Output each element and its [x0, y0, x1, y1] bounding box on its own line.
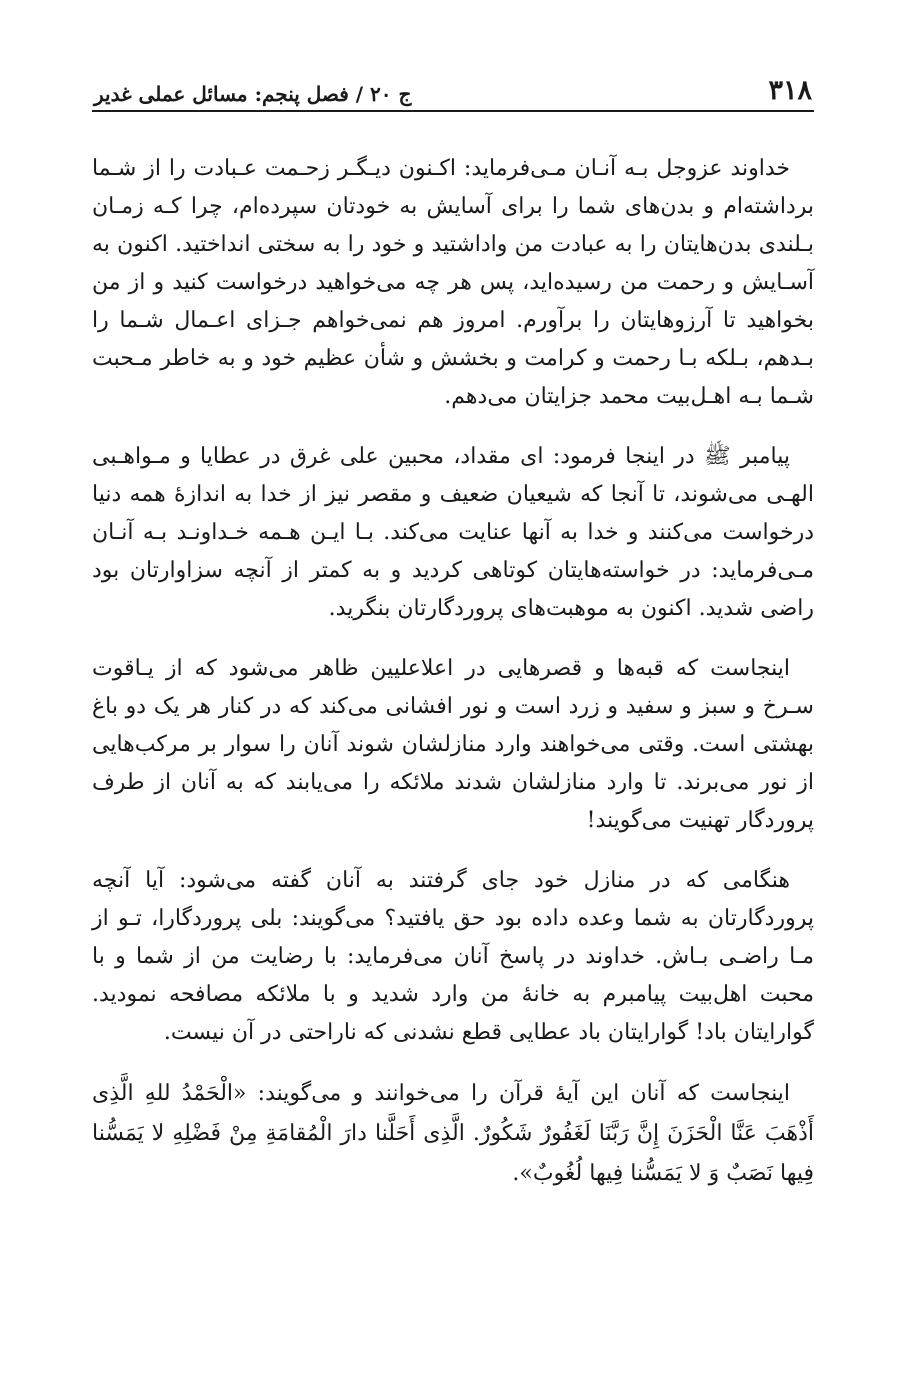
- body-text: [92, 150, 814, 1194]
- paragraph-2: پیامبر ﷺ در اینجا فرمود: ای مقداد، محبین علی غرق در عطایا و مـواهـبی الهـی می‌شوند، تا آنجا که شیعیان ضعیف و مقصر نیز از خدا به اندازۀ همه دنیا درخواست می‌کنند و خدا به آنها عنایت می‌کند. بـا ایـن هـمه خـداونـد بـه آنـان مـی‌فرماید: در خواسته‌هایتان کوتاهی کردید و به کمتر از آنچه سزاوارتان بود راضی شدید. اکنون به موهبت‌های پروردگارتان بنگرید.: [92, 444, 814, 621]
- paragraph-3: اینجاست که قبه‌ها و قصرهایی در اعلاعلیین ظاهر می‌شود که از یـاقوت سـرخ و سبز و سفید و زرد است و نور افشانی می‌کند که در کنار هر یک دو باغ بهشتی است. وقتی می‌خواهند وارد منازلشان شوند آنان را سوار بر مرکب‌هایی از نور می‌برند. تا وارد منازلشان شدند ملائکه را می‌یابند که به آنان از طرف پروردگار تهنیت می‌گویند!: [92, 656, 814, 833]
- running-header: [92, 62, 814, 112]
- page-number: ۳۱۸: [768, 75, 812, 106]
- paragraph-1: خداوند عزوجل بـه آنـان مـی‌فرماید: اکـنون دیـگـر زحـمت عـبادت را از شـما برداشته‌ام و بدن‌های شما را برای آسایش به خودتان سپرده‌ام، چرا کـه زمـان بـلندی بدن‌هایتان را به عبادت من واداشتید و خود را به سختی انداختید. اکنون به آسـایش و رحمت من رسیده‌اید، پس هر چه می‌خواهید درخواست کنید و از من بخواهید تا آرزوهایتان را برآورم. امروز هم نمی‌خواهم جـزای اعـمال شـما را بـدهم، بـلکه بـا رحمت و کرامت و بخشش و شأن عظیم خود و به خاطر مـحبت شـما بـه اهـل‌بیت محمد جزایتان می‌دهم.: [92, 156, 815, 409]
- paragraph-4: هنگامی که در منازل خود جای گرفتند به آنان گفته می‌شود: آیا آنچه پروردگارتان به شما وعده داده بود حق یافتید؟ می‌گویند: بلی پروردگارا، تـو از مـا راضـی بـاش. خداوند در پاسخ آنان می‌فرماید: با رضایت من از شما و با محبت اهل‌بیت پیامبرم به خانۀ من وارد شدید و با ملائکه مصافحه نمودید. گوارایتان باد! گوارایتان باد عطایی قطع نشدنی که ناراحتی در آن نیست.: [92, 868, 814, 1045]
- book-page: [92, 62, 814, 1216]
- paragraph-5-quran-verse: اینجاست که آنان این آیۀ قرآن را می‌خوانند و می‌گویند: «الْحَمْدُ للهِ الَّذِی أَذْهَبَ عَنَّا الْحَزَنَ إِنَّ رَبَّنَا لَغَفُورٌ شَکُورٌ. الَّذِی أَحَلَّنا دارَ الْمُقامَةِ مِنْ فَضْلِهِ لا یَمَسُّنا فِیها نَصَبٌ وَ لا یَمَسُّنا فِیها لُغُوبٌ».: [92, 1081, 814, 1186]
- chapter-title: ج ۲۰ / فصل پنجم: مسائل عملی غدیر: [94, 82, 412, 106]
